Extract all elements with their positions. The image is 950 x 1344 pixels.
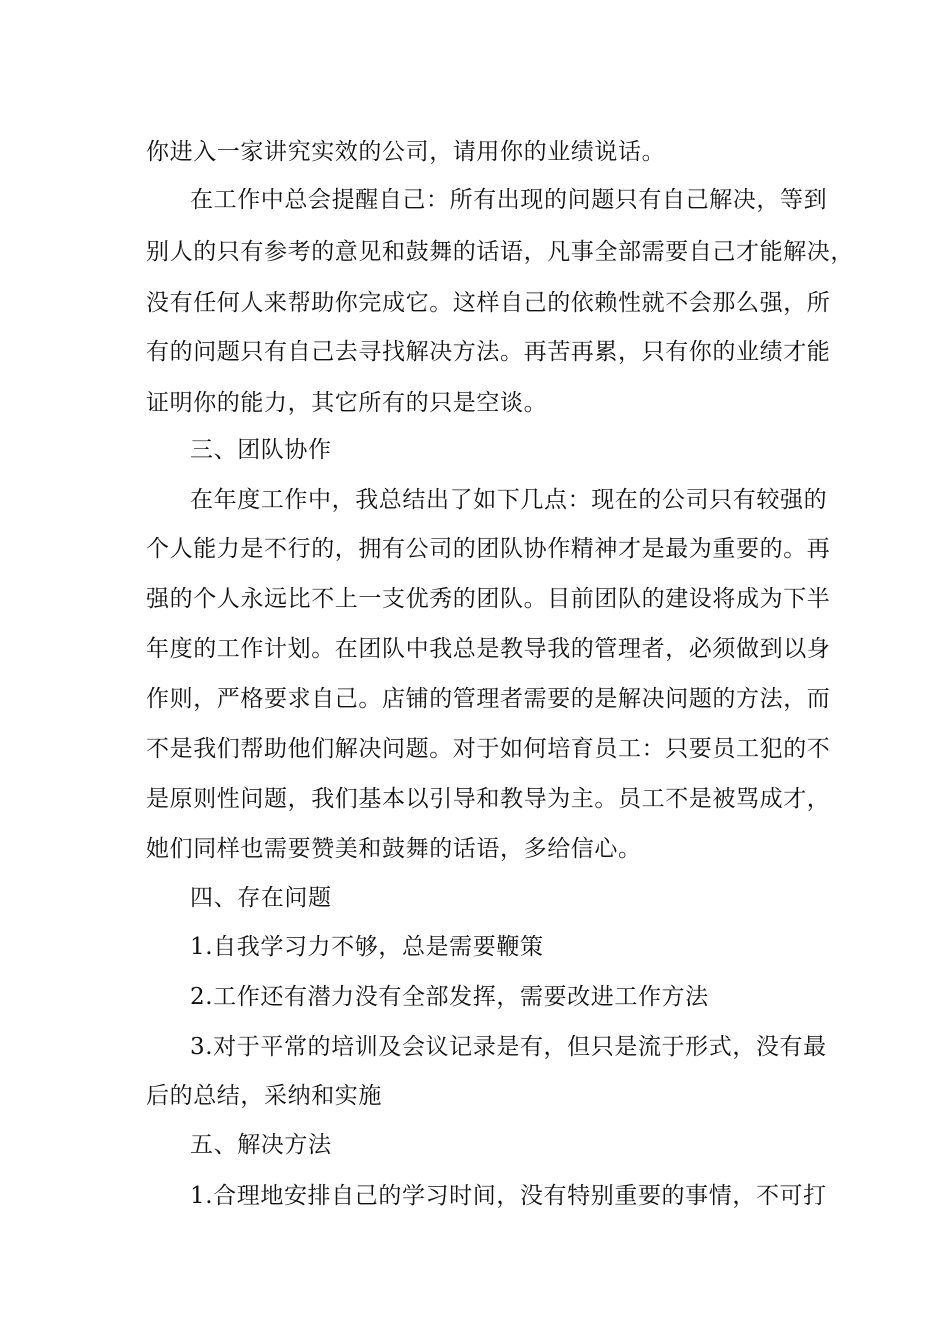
paragraph-line: 别人的只有参考的意见和鼓舞的话语，凡事全部需要自己才能解决，	[146, 239, 854, 265]
paragraph-line: 不是我们帮助他们解决问题。对于如何培育员工：只要员工犯的不	[146, 736, 831, 762]
paragraph-line: 年度的工作计划。在团队中我总是教导我的管理者，必须做到以身	[146, 636, 831, 662]
paragraph-line: 在工作中总会提醒自己：所有出现的问题只有自己解决，等到	[190, 187, 828, 213]
list-item: 2.工作还有潜力没有全部发挥，需要改进工作方法	[190, 984, 709, 1010]
list-item-continuation: 后的总结，采纳和实施	[146, 1083, 382, 1109]
paragraph-line: 你进入一家讲究实效的公司，请用你的业绩说话。	[146, 139, 666, 165]
paragraph-line: 强的个人永远比不上一支优秀的团队。目前团队的建设将成为下半	[146, 586, 831, 612]
paragraph-line: 有的问题只有自己去寻找解决方法。再苦再累，只有你的业绩才能	[146, 339, 831, 365]
paragraph-line: 在年度工作中，我总结出了如下几点：现在的公司只有较强的	[190, 487, 828, 513]
section-heading: 三、团队协作	[190, 437, 332, 463]
section-heading: 五、解决方法	[190, 1132, 332, 1158]
paragraph-line: 没有任何人来帮助你完成它。这样自己的依赖性就不会那么强，所	[146, 290, 831, 316]
list-item: 3.对于平常的培训及会议记录是有，但只是流于形式，没有最	[190, 1034, 827, 1060]
list-item: 1.合理地安排自己的学习时间，没有特别重要的事情，不可打	[190, 1183, 827, 1209]
paragraph-line: 是原则性问题，我们基本以引导和教导为主。员工不是被骂成才，	[146, 786, 831, 812]
list-item: 1.自我学习力不够，总是需要鞭策	[190, 934, 544, 960]
paragraph-line: 个人能力是不行的，拥有公司的团队协作精神才是最为重要的。再	[146, 536, 831, 562]
paragraph-line: 她们同样也需要赞美和鼓舞的话语，多给信心。	[146, 836, 642, 862]
paragraph-line: 证明你的能力，其它所有的只是空谈。	[146, 390, 548, 416]
paragraph-line: 作则，严格要求自己。店铺的管理者需要的是解决问题的方法，而	[146, 686, 831, 712]
section-heading: 四、存在问题	[190, 885, 332, 911]
